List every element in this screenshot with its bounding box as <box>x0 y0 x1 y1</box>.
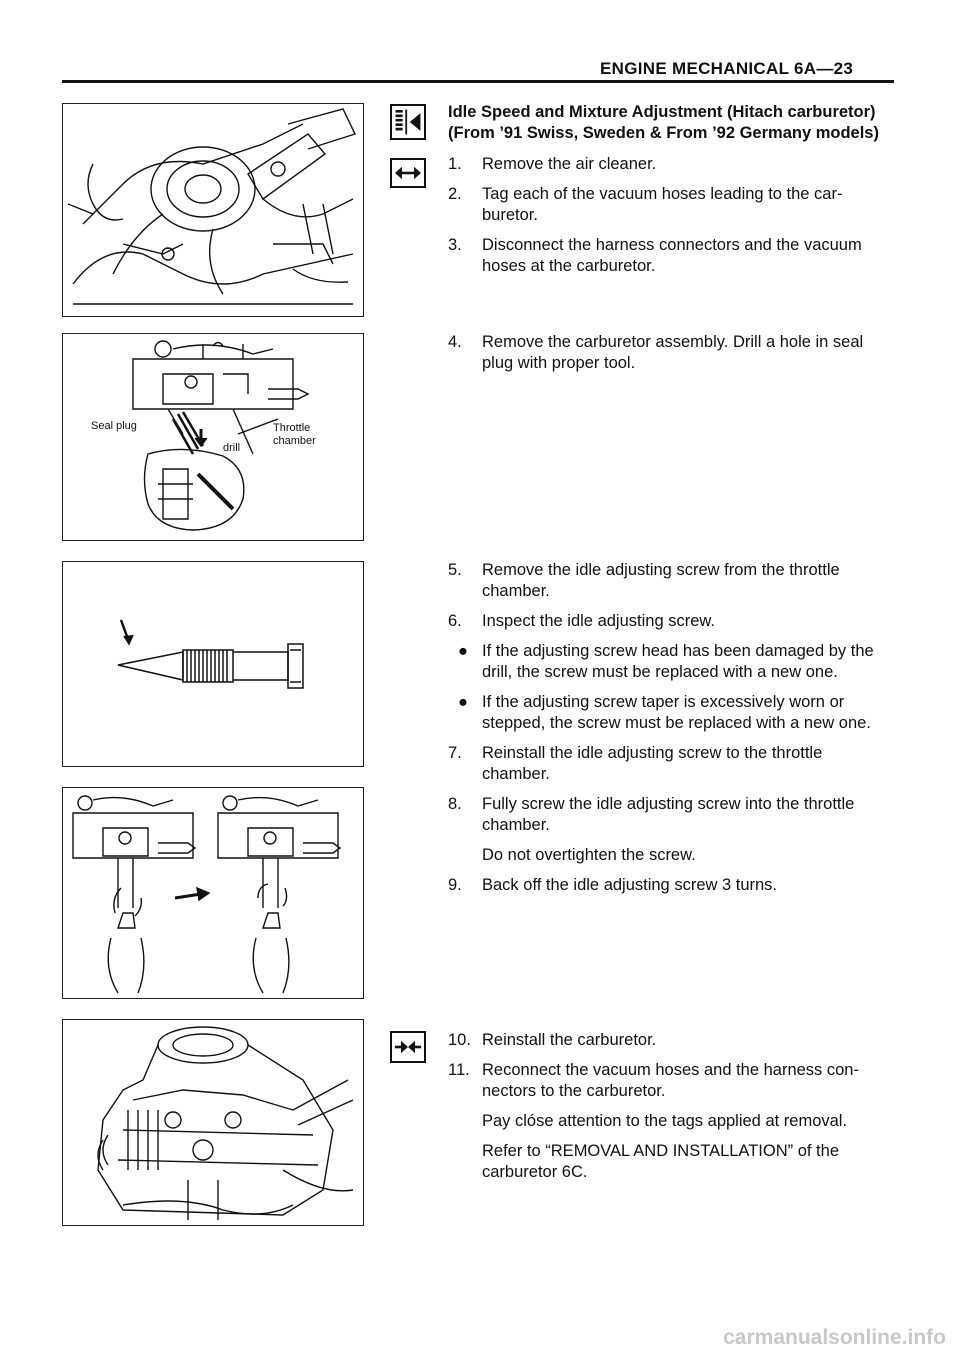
step-4 <box>448 332 884 374</box>
step-text: Back off the idle adjusting screw 3 turns. <box>482 876 778 894</box>
figure-adjusting-screw <box>62 561 364 767</box>
section-b <box>448 332 884 383</box>
figure-seal-plug <box>62 333 364 541</box>
bullet-dot: ● <box>458 693 468 711</box>
section-a <box>448 102 884 286</box>
section-title: Idle Speed and Mixture Adjustment (Hitach carburetor) <box>448 103 876 121</box>
step-2 <box>448 184 884 226</box>
drill-label: drill <box>223 442 241 454</box>
section-c <box>448 560 884 905</box>
step-7 <box>448 743 884 785</box>
step-6 <box>448 611 884 632</box>
page-header: ENGINE MECHANICAL 6A—23 <box>600 59 854 78</box>
step-number: 8. <box>448 795 462 813</box>
bullet-text: If the adjusting screw head has been damaged by the drill, the screw must be replaced with a new one. <box>482 642 874 681</box>
step-text: Reconnect the vacuum hoses and the harness connectors to the carburetor. <box>482 1061 859 1100</box>
step-number: 1. <box>448 155 462 173</box>
step-9 <box>448 875 884 896</box>
step-number: 9. <box>448 876 462 894</box>
step-number: 4. <box>448 333 462 351</box>
step-number: 10. <box>448 1031 471 1049</box>
step-text: Remove the idle adjusting screw from the throttle chamber. <box>482 561 840 600</box>
step-text: Disconnect the harness connectors and the vacuum hoses at the carburetor. <box>482 236 862 275</box>
step-number: 11. <box>448 1061 470 1079</box>
step-text: Tag each of the vacuum hoses leading to the carburetor. <box>482 185 843 224</box>
bullet-item <box>448 641 884 683</box>
bullet-text: If the adjusting screw taper is excessively worn or stepped, the screw must be replaced with a new one. <box>482 693 871 732</box>
step-number: 3. <box>448 236 462 254</box>
reference-note: Refer to “REMOVAL AND INSTALLATION” of the carburetor 6C. <box>482 1142 839 1181</box>
step-8 <box>448 794 884 836</box>
throttle-label: Throttle <box>273 422 311 434</box>
bullet-item <box>448 692 884 734</box>
step-number: 6. <box>448 612 462 630</box>
step-text: Remove the air cleaner. <box>482 155 657 173</box>
step-text: Reinstall the carburetor. <box>482 1031 657 1049</box>
figure-carburetor <box>62 1019 364 1226</box>
step-8-note: Do not overtighten the screw. <box>482 846 696 864</box>
removal-icon <box>390 104 426 140</box>
step-3 <box>448 235 884 277</box>
step-5 <box>448 560 884 602</box>
header-rule <box>62 80 894 83</box>
chamber-label: chamber <box>273 435 316 447</box>
step-11 <box>448 1060 884 1102</box>
step-10 <box>448 1030 884 1051</box>
step-text: Inspect the idle adjusting screw. <box>482 612 715 630</box>
section-d <box>448 1030 884 1192</box>
reassembly-icon <box>390 1031 426 1063</box>
step-text: Fully screw the idle adjusting screw into the throttle chamber. <box>482 795 855 834</box>
step-number: 5. <box>448 561 462 579</box>
figure-back-off-screw <box>62 787 364 999</box>
step-text: Reinstall the idle adjusting screw to the throttle chamber. <box>482 744 823 783</box>
watermark: carmanualsonline.info <box>723 1326 946 1349</box>
tag-attention-note: Pay clóse attention to the tags applied at removal. <box>482 1112 848 1130</box>
seal-plug-label: Seal plug <box>91 420 137 432</box>
step-text: Remove the carburetor assembly. Drill a hole in seal plug with proper tool. <box>482 333 864 372</box>
step-1 <box>448 154 884 175</box>
step-number: 7. <box>448 744 462 762</box>
bullet-dot: ● <box>458 642 468 660</box>
figure-air-cleaner <box>62 103 364 317</box>
section-subtitle: (From ’91 Swiss, Sweden & From ’92 Germany models) <box>448 124 879 142</box>
step-number: 2. <box>448 185 462 203</box>
disassembly-icon <box>390 158 426 188</box>
